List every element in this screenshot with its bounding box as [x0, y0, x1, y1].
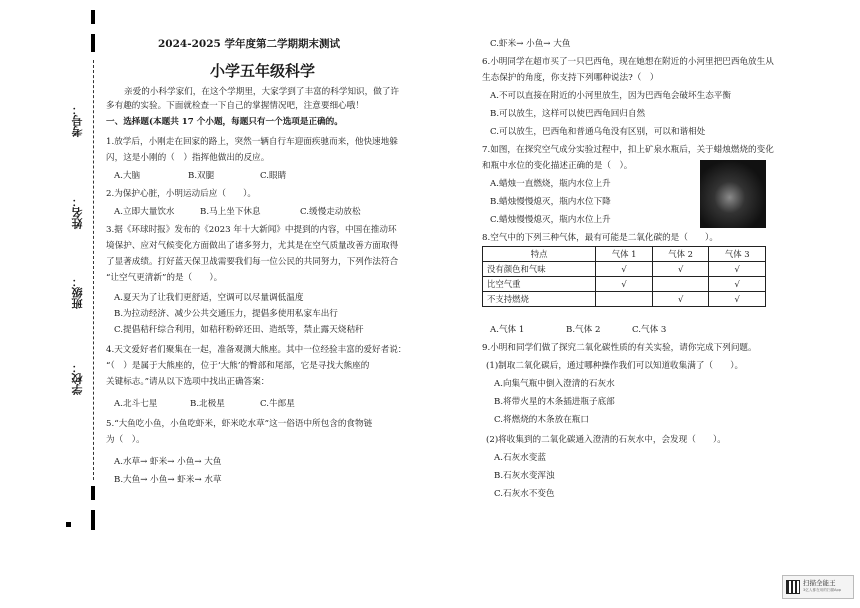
table-row-label: 比空气重 [483, 277, 596, 292]
table-row [483, 262, 766, 277]
side-label-school: 学校： [71, 362, 84, 395]
table-cell: √ [709, 292, 766, 307]
side-label-exam-no: 考号： [71, 104, 84, 137]
question-9: 9.小明和同学们做了探究二氧化碳性质的有关实验，请你完成下列问题。 [482, 343, 757, 353]
option: A.北斗七星 [114, 399, 158, 409]
option: A.水草→ 虾米→ 小鱼→ 大鱼 [114, 457, 222, 467]
binding-mark [91, 486, 95, 500]
side-label-name: 姓名： [71, 196, 84, 229]
option: B.蜡烛慢慢熄灭，瓶内水位下降 [490, 197, 611, 207]
question-1: 1.放学后，小刚走在回家的路上，突然一辆自行车迎面疾驰而来，他快速地躲 [106, 137, 398, 147]
table-row-label: 不支持燃烧 [483, 292, 596, 307]
sub-question: (2)将收集到的二氧化碳通入澄清的石灰水中，会发现（ ）。 [486, 435, 726, 445]
question-6: 6.小明同学在超市买了一只巴西龟，现在她想在附近的小河里把巴西龟放生从 [482, 57, 774, 67]
side-label-class: 班级： [71, 276, 84, 309]
option: C.提倡秸秆综合利用，如秸秆粉碎还田、造纸等，禁止露天烧秸秆 [114, 325, 364, 335]
watermark-subtitle: 3亿人都在用的扫描App [803, 588, 842, 592]
question-8: 8.空气中的下列三种气体，最有可能是二氧化碳的是（ ）。 [482, 233, 718, 243]
option: C.缓慢走动放松 [300, 207, 361, 217]
binding-mark [91, 10, 95, 24]
option: B.双腿 [188, 171, 215, 181]
binding-mark [91, 34, 95, 52]
option: C.气体 3 [632, 325, 667, 335]
option: C.蜡烛慢慢熄灭，瓶内水位上升 [490, 215, 611, 225]
table-cell: √ [652, 292, 709, 307]
option: C.将燃烧的木条放在瓶口 [494, 415, 589, 425]
exam-title: 2024-2025 学年度第二学期期末测试 [158, 38, 340, 50]
gas-properties-table [482, 246, 766, 307]
question-2: 2.为保护心脏，小明运动后应（ ）。 [106, 189, 256, 199]
question-3: 3.据《环球时报》发布的《2023 年十大新闻》中提到的内容，中国在推动环 [106, 225, 397, 235]
table-header-cell: 特点 [483, 247, 596, 262]
table-cell [652, 277, 709, 292]
option: B.可以放生，这样可以使巴西龟回归自然 [490, 109, 646, 119]
question-5: 5.“大鱼吃小鱼，小鱼吃虾米，虾米吃水草”这一俗语中所包含的食物链 [106, 419, 373, 429]
option: A.不可以直接在附近的小河里放生，因为巴西龟会破坏生态平衡 [490, 91, 731, 101]
option: C.虾米→ 小鱼→ 大鱼 [490, 39, 571, 49]
table-row-label: 没有颜色和气味 [483, 262, 596, 277]
option: C.可以放生，巴西龟和普通乌龟没有区别，可以和谐相处 [490, 127, 706, 137]
binding-line [93, 60, 94, 480]
option: A.夏天为了让我们更舒适，空调可以尽量调低温度 [114, 293, 304, 303]
option: A.向集气瓶中倒入澄清的石灰水 [494, 379, 615, 389]
option: B.石灰水变浑浊 [494, 471, 555, 481]
option: B.气体 2 [566, 325, 601, 335]
candle-bottle-photo [700, 160, 766, 228]
option: A.气体 1 [490, 325, 525, 335]
table-cell: √ [652, 262, 709, 277]
intro-text: 多有趣的实验。下面就检查一下自己的掌握情况吧，注意要细心哦！ [106, 101, 364, 111]
table-header-cell: 气体 1 [596, 247, 653, 262]
question-7: 7.如图，在探究空气成分实验过程中，扣上矿泉水瓶后，关于蜡烛燃烧的变化 [482, 145, 774, 155]
binding-mark [91, 510, 95, 530]
section-heading: 一、选择题(本题共 17 个小题，每题只有一个选项是正确的。 [106, 117, 343, 127]
watermark-title: 扫描全能王 [803, 579, 836, 587]
option: B.为拉动经济、减少公共交通压力，提倡多使用私家车出行 [114, 309, 338, 319]
binding-mark [66, 522, 71, 527]
table-header-cell: 气体 3 [709, 247, 766, 262]
option: C.眼睛 [260, 171, 287, 181]
scanner-watermark [782, 575, 854, 599]
option: A.石灰水变蓝 [494, 453, 546, 463]
option: A.立即大量饮水 [114, 207, 175, 217]
table-header-cell: 气体 2 [652, 247, 709, 262]
question-4: 4.天文爱好者们聚集在一起，准备观测大熊座。其中一位经验丰富的爱好者说： [106, 345, 407, 355]
option: A.大脑 [114, 171, 141, 181]
subject-title: 小学五年级科学 [210, 62, 316, 80]
table-cell: √ [709, 262, 766, 277]
sub-question: (1)制取二氧化碳后，通过哪种操作我们可以知道收集满了（ ）。 [486, 361, 744, 371]
option: C.牛郎星 [260, 399, 295, 409]
option: B.马上坐下休息 [200, 207, 261, 217]
qr-code-icon [786, 580, 800, 594]
table-cell: √ [709, 277, 766, 292]
table-cell: √ [596, 277, 653, 292]
table-row [483, 292, 766, 307]
table-header-row [483, 247, 766, 262]
option: B.北极星 [190, 399, 225, 409]
table-row [483, 277, 766, 292]
option: B.大鱼→ 小鱼→ 虾米→ 水草 [114, 475, 222, 485]
option: A.蜡烛一直燃烧，瓶内水位上升 [490, 179, 611, 189]
table-cell: √ [596, 262, 653, 277]
option: B.将带火星的木条插进瓶子底部 [494, 397, 615, 407]
intro-text: 亲爱的小科学家们，在这个学期里，大家学到了丰富的科学知识，做了许 [124, 87, 400, 97]
option: C.石灰水不变色 [494, 489, 555, 499]
table-cell [596, 292, 653, 307]
